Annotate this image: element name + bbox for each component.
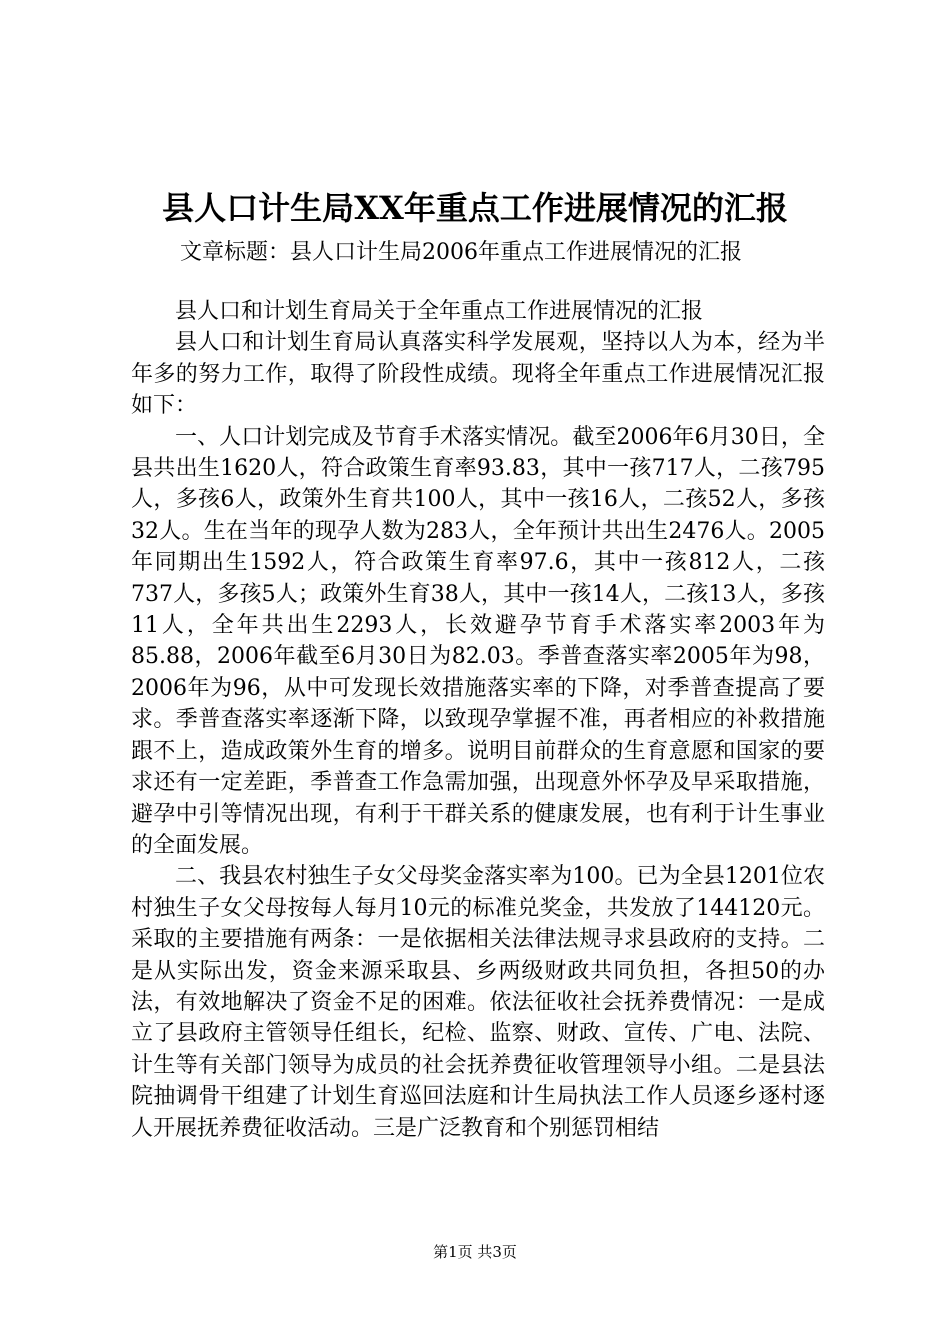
paragraph-intro: 县人口和计划生育局认真落实科学发展观，坚持以人为本，经为半年多的努力工作，取得了阶段性成绩。现将全年重点工作进展情况汇报如下：	[131, 330, 825, 419]
paragraph-section-one: 一、人口计划完成及节育手术落实情况。截至2006年6月30日，全县共出生1620人，符合政策生育率93.83，其中一孩717人，二孩795人，多孩6人，政策外生育共100人，其中一孩16人，二孩52人，多孩32人。生在当年的现孕人数为283人，全年预计共出生2476人。2005年同期出生1592人，符合政策生育率97.6，其中一孩812人，二孩737人，多孩5人；政策外生育38人，其中一孩14人，二孩13人，多孩11人，全年共出生2293人，长效避孕节育手术落实率2003年为85.88，2006年截至6月30日为82.03。季普查落实率2005年为98，2006年为96，从中可发现长效措施落实率的下降，对季普查提高了要求。季普查落实率逐渐下降，以致现孕掌握不准，再者相应的补救措施跟不上，造成政策外生育的增多。说明目前群众的生育意愿和国家的要求还有一定差距，季普查工作急需加强，出现意外怀孕及早采取措施，避孕中引等情况出现，有利于干群关系的健康发展，也有利于计生事业的全面发展。	[131, 424, 825, 858]
document-body	[131, 296, 825, 1144]
article-subtitle: 文章标题：县人口计生局2006年重点工作进展情况的汇报	[180, 240, 742, 265]
page-indicator: 第1页 共3页	[433, 1243, 517, 1261]
paragraph-section-two: 二、我县农村独生子女父母奖金落实率为100。已为全县1201位农村独生子女父母按每人每月10元的标准兑奖金，共发放了144120元。采取的主要措施有两条：一是依据相关法律法规寻求县政府的支持。二是从实际出发，资金来源采取县、乡两级财政共同负担，各担50的办法，有效地解决了资金不足的困难。依法征收社会抚养费情况：一是成立了县政府主管领导任组长，纪检、监察、财政、宣传、广电、法院、计生等有关部门领导为成员的社会抚养费征收管理领导小组。二是县法院抽调骨干组建了计划生育巡回法庭和计生局执法工作人员逐乡逐村逐人开展抚养费征收活动。三是广泛教育和个别惩罚相结	[131, 864, 825, 1141]
document-title: 县人口计生局XX年重点工作进展情况的汇报	[162, 189, 788, 227]
paragraph-heading: 县人口和计划生育局关于全年重点工作进展情况的汇报	[175, 299, 704, 324]
